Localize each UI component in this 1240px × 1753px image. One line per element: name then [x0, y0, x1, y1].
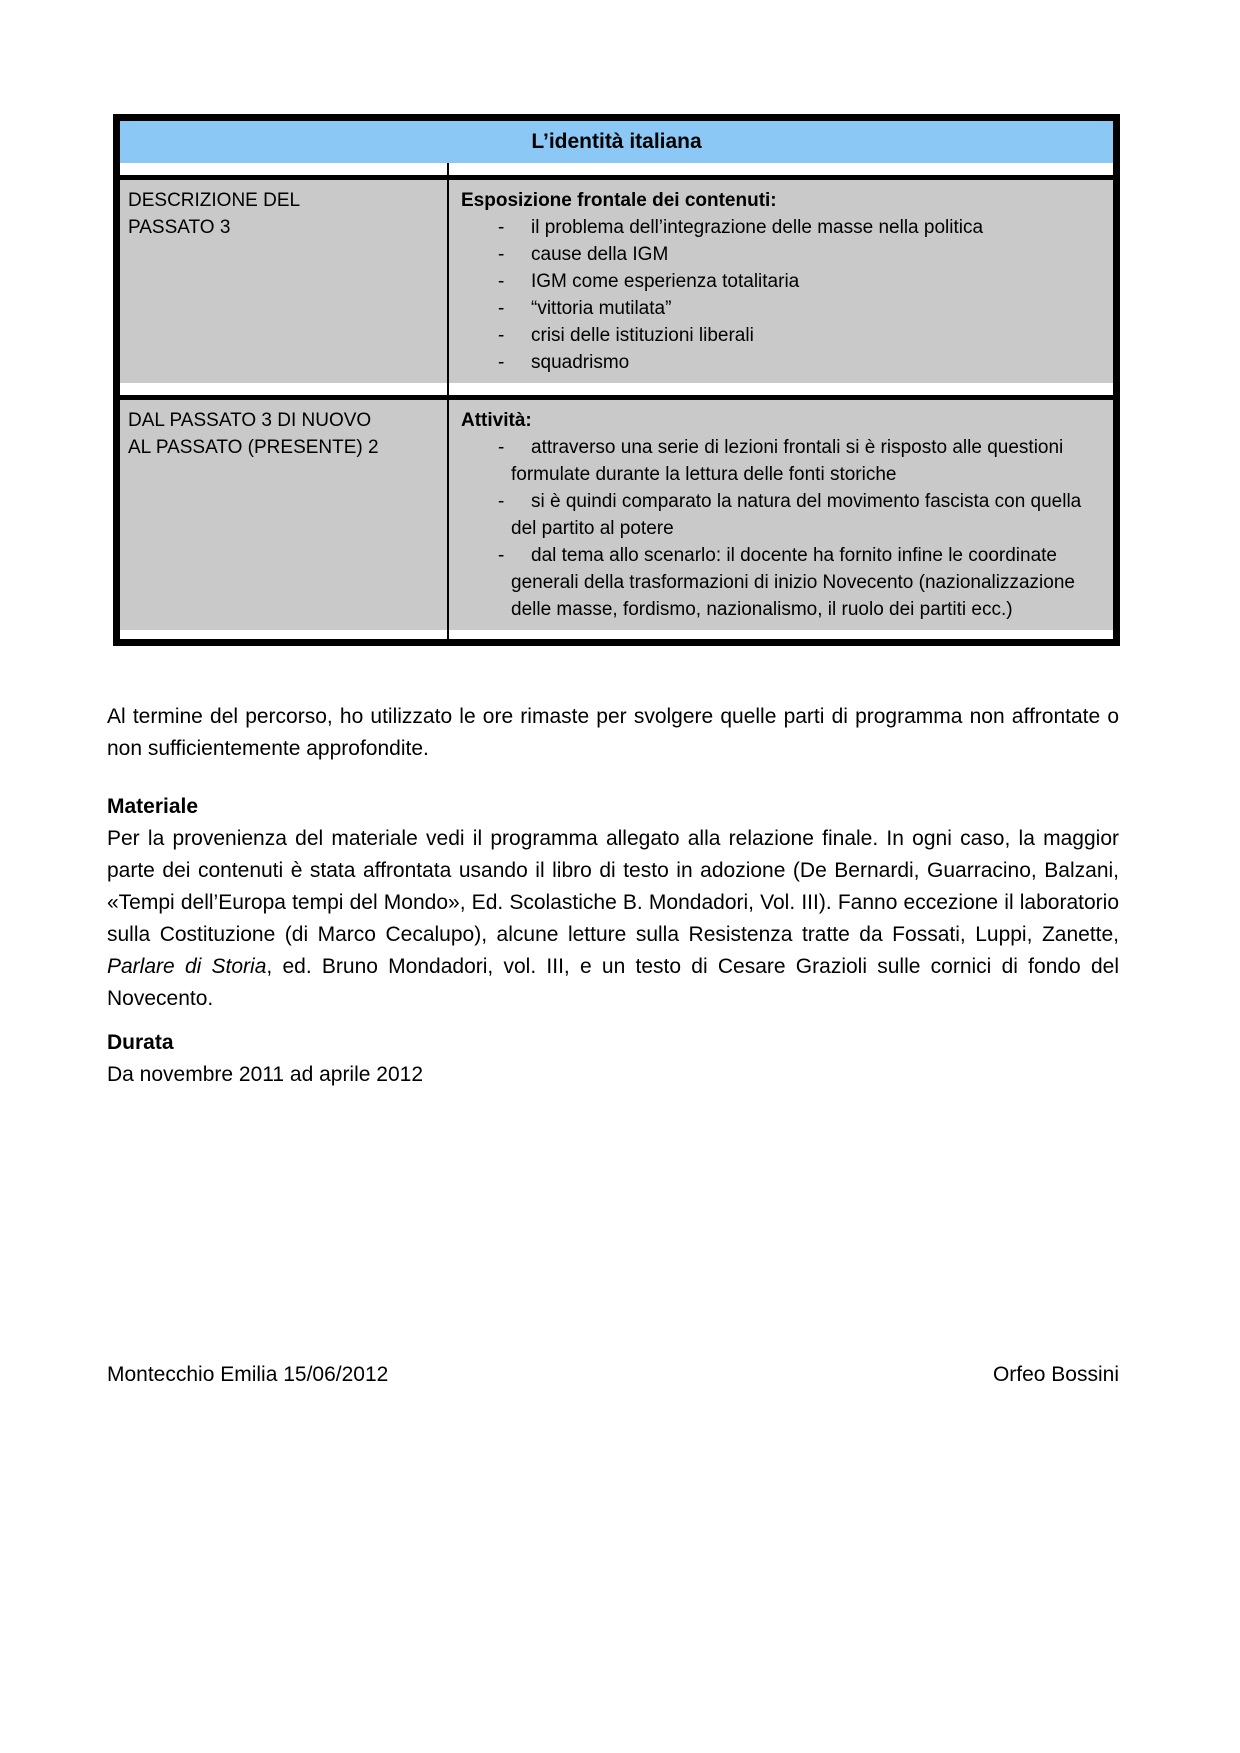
list-item-text: dal tema allo scenarlo: il docente ha fornito infine le coordinate generali della trasformazioni di inizio Novecento (nazionalizzazione delle masse, fordismo, nazionalismo, il ruolo dei partiti ecc.)	[511, 545, 1075, 620]
list-item-text: attraverso una serie di lezioni frontali si è risposto alle questioni formulate durante la lettura delle fonti storiche	[511, 437, 1064, 485]
dash-marker	[498, 214, 531, 241]
row-content-cell	[447, 400, 1113, 630]
list-item	[461, 268, 1103, 295]
dash-marker	[498, 434, 531, 461]
list-item-text: si è quindi comparato la natura del movimento fascista con quella del partito al potere	[511, 491, 1082, 539]
dash-marker	[498, 322, 531, 349]
author-name: Orfeo Bossini	[992, 1363, 1119, 1386]
list-item-text: IGM come esperienza totalitaria	[531, 271, 800, 292]
table-identita-italiana	[113, 114, 1120, 646]
list-item	[461, 214, 1103, 241]
list-item-text: squadrismo	[531, 352, 630, 373]
row-label-line: PASSATO 3	[128, 217, 231, 238]
row-content-cell	[447, 180, 1113, 383]
table-row-dal-passato-3	[120, 400, 1113, 630]
materiale-heading: Materiale	[107, 795, 199, 818]
list-item	[461, 322, 1103, 349]
list-item	[461, 434, 1103, 488]
list-item	[461, 488, 1103, 542]
durata-heading: Durata	[107, 1031, 174, 1054]
table-row-descrizione-del-passato-3	[120, 180, 1113, 383]
durata-text: Da novembre 2011 ad aprile 2012	[107, 1063, 423, 1086]
row-label-line: AL PASSATO (PRESENTE) 2	[128, 437, 379, 458]
list-item	[461, 295, 1103, 322]
materiale-book-title: Parlare di Storia	[107, 955, 267, 978]
row-spacer	[120, 163, 1113, 175]
materiale-paragraph	[107, 823, 1119, 1015]
table-header	[120, 121, 1113, 163]
row-spacer	[120, 383, 1113, 395]
table-body	[120, 163, 1113, 639]
intro-paragraph: Al termine del percorso, ho utilizzato le ore rimaste per svolgere quelle parti di programma non affrontate o non sufficientemente approfondite.	[107, 705, 1119, 760]
list-item-text: “vittoria mutilata”	[531, 298, 672, 319]
table-title: L’identità italiana	[531, 130, 702, 153]
dash-marker	[498, 542, 531, 569]
materiale-text: , ed. Bruno Mondadori, vol. III, e un testo di Cesare Grazioli sulle cornici di fondo del Novecento.	[107, 955, 1119, 1010]
dash-marker	[498, 488, 531, 515]
dash-marker	[498, 241, 531, 268]
list-item-text: cause della IGM	[531, 244, 669, 265]
cell-title: Attività:	[461, 410, 532, 431]
dash-marker	[498, 268, 531, 295]
list-item	[461, 542, 1103, 623]
list-item	[461, 349, 1103, 376]
materiale-text: Per la provenienza del materiale vedi il programma allegato alla relazione finale. In ogni caso, la maggior parte dei contenuti è stata affrontata usando il libro di testo in adozione (De Bernardi, Guarracino, Balzani, «Tempi dell’Europa tempi del Mondo», Ed. Scolastiche B. Mondadori, Vol. III). Fanno eccezione il laboratorio sulla Costituzione (di Marco Cecalupo), alcune letture sulla Resistenza tratte da Fossati, Luppi, Zanette,	[107, 827, 1119, 946]
row-label-line: DESCRIZIONE DEL	[128, 190, 301, 211]
dash-marker	[498, 349, 531, 376]
cell-title: Esposizione frontale dei contenuti:	[461, 190, 777, 211]
row-label-line: DAL PASSATO 3 DI NUOVO	[128, 410, 372, 431]
list-item	[461, 241, 1103, 268]
list-item-text: crisi delle istituzioni liberali	[531, 325, 754, 346]
signature-line	[107, 1359, 1119, 1391]
place-and-date: Montecchio Emilia 15/06/2012	[107, 1363, 389, 1386]
row-label-cell	[120, 400, 447, 630]
row-spacer	[120, 630, 1113, 639]
row-label-cell	[120, 180, 447, 383]
dash-marker	[498, 295, 531, 322]
list-item-text: il problema dell’integrazione delle masse nella politica	[531, 217, 984, 238]
